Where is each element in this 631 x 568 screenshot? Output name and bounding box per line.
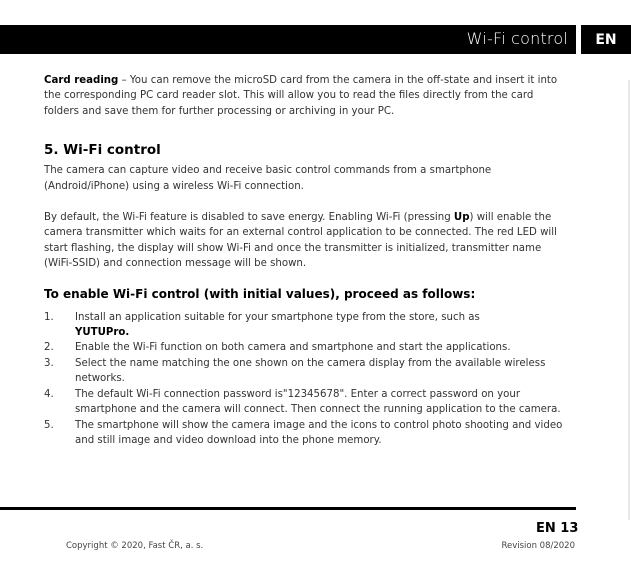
default-paragraph <box>44 210 564 272</box>
step-text: The default Wi-Fi connection password is"12345678". Enter a correct password on your smartphone and the camera will connect. Then connect the running application to the camera. <box>75 388 561 416</box>
step-text: The smartphone will show the camera image and the icons to control photo shooting and video and still image and video download into the phone memory. <box>75 419 563 446</box>
section-heading: 5. Wi-Fi control <box>44 142 161 159</box>
list-item <box>44 387 564 418</box>
list-item <box>44 340 564 355</box>
step-text: Install an application suitable for your smartphone type from the store, such as <box>75 311 480 323</box>
default-text-pre: By default, the Wi-Fi feature is disabled to save energy. Enabling Wi-Fi (pressing <box>44 212 454 224</box>
list-item <box>44 310 564 341</box>
up-key-label: Up <box>453 212 470 224</box>
card-reading-label: Card reading <box>44 75 119 86</box>
step-text: Enable the Wi-Fi function on both camera and smartphone and start the applications. <box>75 342 511 354</box>
step-number: 2. <box>44 342 54 354</box>
revision-text: Revision 08/2020 <box>501 541 575 551</box>
card-reading-text: – You can remove the microSD card from the camera in the off-state and insert it into the corresponding PC card reader slot. This will allow you to read the files directly from the card folders and save them for further processing or archiving in your PC. <box>44 75 558 117</box>
page-content <box>44 73 564 448</box>
card-reading-paragraph <box>44 73 564 119</box>
page-number: EN 13 <box>536 521 579 536</box>
default-text-post: ) will enable the camera transmitter which waits for an external control application to be connected. The red LED will start flashing, the display will show Wi-Fi and once the transmitter is initialized, transmitter name (WiFi-SSID) and connection message will be shown. <box>44 212 557 270</box>
list-item <box>44 418 564 449</box>
step-text: Select the name matching the one shown on the camera display from the available wireless networks. <box>75 357 546 385</box>
copyright-text: Copyright © 2020, Fast ČR, a. s. <box>66 541 204 551</box>
steps-list <box>44 310 564 449</box>
step-number: 1. <box>44 311 54 323</box>
list-item <box>44 356 564 387</box>
step-number: 3. <box>44 357 54 369</box>
step-number: 4. <box>44 388 54 400</box>
step-number: 5. <box>44 419 54 431</box>
language-badge: EN <box>581 25 631 54</box>
page-edge-divider <box>628 80 630 520</box>
header-bar <box>0 25 576 54</box>
footer-divider <box>0 507 576 510</box>
procedure-heading: To enable Wi-Fi control (with initial values), proceed as follows: <box>44 286 476 301</box>
app-name: YUTUPro. <box>75 327 130 339</box>
intro-paragraph: The camera can capture video and receive basic control commands from a smartphone (Android/iPhone) using a wireless Wi-Fi connection. <box>44 165 492 192</box>
page-title: Wi-Fi control <box>466 29 568 48</box>
